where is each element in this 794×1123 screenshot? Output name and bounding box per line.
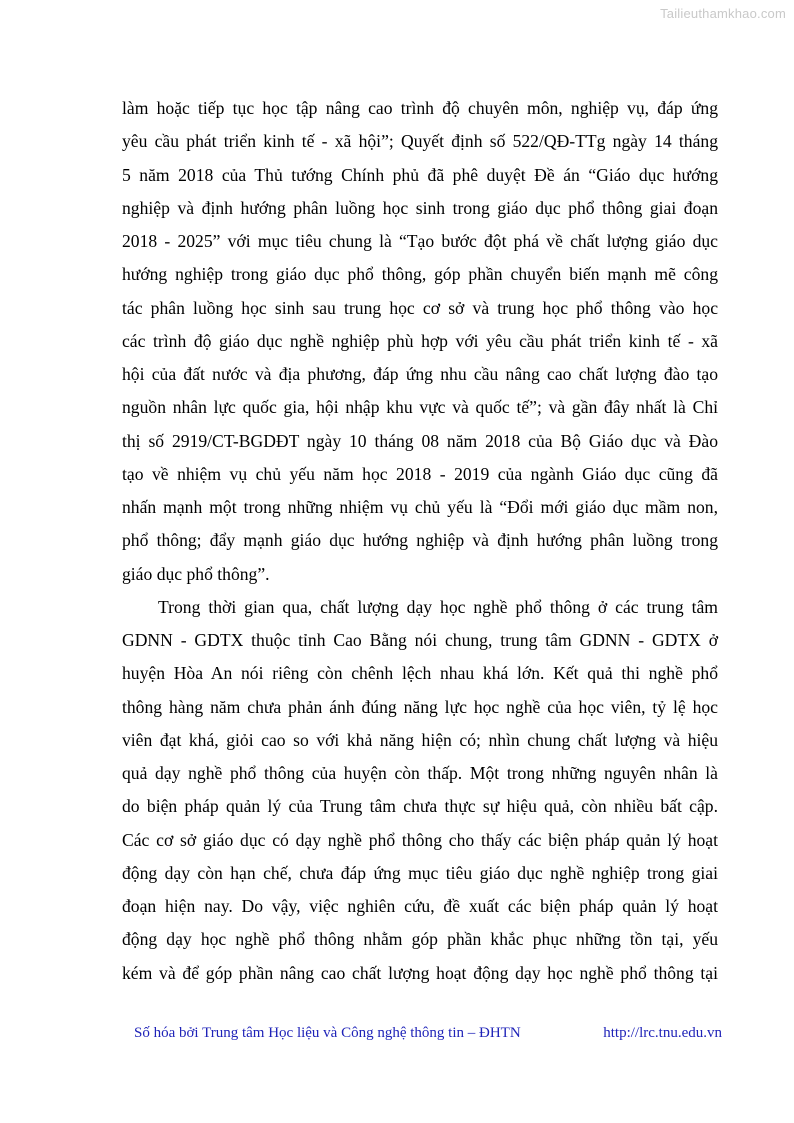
text-line: quả dạy nghề phổ thông của huyện còn thấp. Một trong những nguyên nhân là — [122, 763, 718, 783]
text-line: kém và để góp phần nâng cao chất lượng hoạt động dạy học nghề phổ thông tại — [122, 962, 718, 983]
footer-credit: Số hóa bởi Trung tâm Học liệu và Công nghệ thông tin – ĐHTN — [134, 1025, 521, 1041]
text-line: nguồn nhân lực quốc gia, hội nhập khu vực và quốc tế”; và gần đây nhất là Chỉ — [122, 397, 718, 418]
text-line: tạo về nhiệm vụ chủ yếu năm học 2018 - 2019 của ngành Giáo dục cũng đã — [122, 463, 718, 484]
text-line: yêu cầu phát triển kinh tế - xã hội”; Quyết định số 522/QĐ-TTg ngày 14 tháng — [122, 131, 718, 152]
text-line: 2018 - 2025” với mục tiêu chung là “Tạo bước đột phá về chất lượng giáo dục — [122, 231, 718, 251]
text-line: hội của đất nước và địa phương, đáp ứng nhu cầu nâng cao chất lượng đào tạo — [122, 364, 718, 384]
footer-url[interactable]: http://lrc.tnu.edu.vn — [603, 1025, 722, 1041]
text-line: làm hoặc tiếp tục học tập nâng cao trình độ chuyên môn, nghiệp vụ, đáp ứng — [122, 98, 718, 118]
text-line: nghiệp và định hướng phân luồng học sinh trong giáo dục phổ thông giai đoạn — [122, 197, 718, 218]
text-line: do biện pháp quản lý của Trung tâm chưa thực sự hiệu quả, còn nhiều bất cập. — [122, 796, 718, 817]
text-line: động dạy học nghề phổ thông nhằm góp phần khắc phục những tồn tại, yếu — [122, 929, 718, 950]
text-line: hướng nghiệp trong giáo dục phổ thông, góp phần chuyển biến mạnh mẽ công — [122, 264, 718, 285]
text-line: giáo dục phổ thông”. — [122, 563, 270, 584]
document-body — [122, 92, 718, 990]
paragraph-1 — [122, 92, 718, 591]
text-line: tác phân luồng học sinh sau trung học cơ sở và trung học phổ thông vào học — [122, 297, 718, 318]
text-line: các trình độ giáo dục nghề nghiệp phù hợp với yêu cầu phát triển kinh tế - xã — [122, 330, 718, 351]
page-footer — [134, 1025, 722, 1042]
text-line: đoạn hiện nay. Do vậy, việc nghiên cứu, đề xuất các biện pháp quản lý hoạt — [122, 896, 718, 916]
text-line: viên đạt khá, giỏi cao so với khả năng hiện có; nhìn chung chất lượng và hiệu — [122, 729, 718, 750]
text-line: nhấn mạnh một trong những nhiệm vụ chủ yếu là “Đổi mới giáo dục mầm non, — [122, 497, 718, 517]
text-line: Trong thời gian qua, chất lượng dạy học nghề phổ thông ở các trung tâm — [158, 596, 718, 617]
watermark: Tailieuthamkhao.com — [660, 6, 786, 21]
text-line: 5 năm 2018 của Thủ tướng Chính phủ đã phê duyệt Đề án “Giáo dục hướng — [122, 164, 718, 185]
text-line: Các cơ sở giáo dục có dạy nghề phổ thông cho thấy các biện pháp quản lý hoạt — [122, 829, 718, 850]
text-line: thông hàng năm chưa phản ánh đúng năng lực học nghề của học viên, tỷ lệ học — [122, 696, 718, 717]
paragraph-2 — [122, 591, 718, 990]
text-line: huyện Hòa An nói riêng còn chênh lệch nhau khá lớn. Kết quả thi nghề phổ — [122, 663, 718, 684]
text-line: GDNN - GDTX thuộc tỉnh Cao Bằng nói chung, trung tâm GDNN - GDTX ở — [122, 630, 718, 650]
text-line: phổ thông; đẩy mạnh giáo dục hướng nghiệp và định hướng phân luồng trong — [122, 530, 718, 551]
text-line: thị số 2919/CT-BGDĐT ngày 10 tháng 08 năm 2018 của Bộ Giáo dục và Đào — [122, 430, 718, 451]
text-line: động dạy còn hạn chế, chưa đáp ứng mục tiêu giáo dục nghề nghiệp trong giai — [122, 862, 718, 883]
